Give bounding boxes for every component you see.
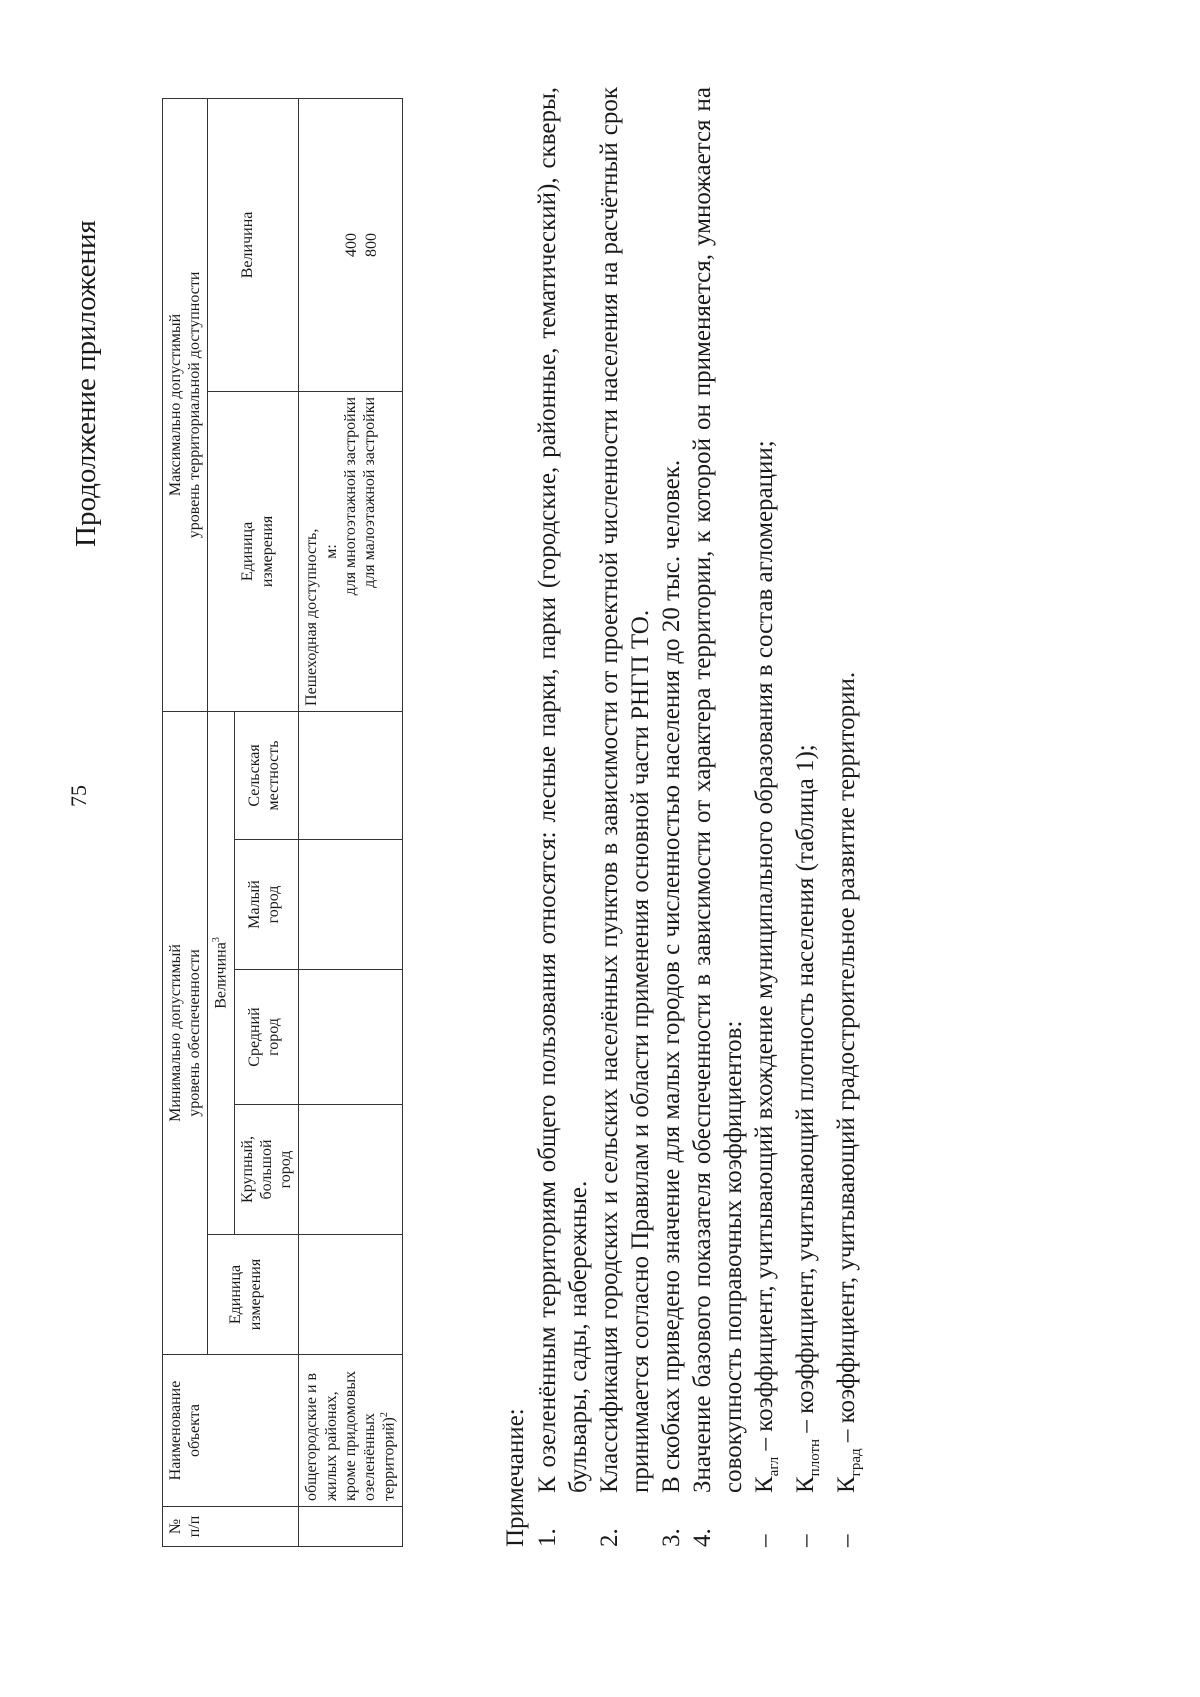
max-value-header: Величина [208,98,299,391]
row-name-cell: общегородские и в жилых районах, кроме придомовых озеленённых территорий)$^2$ [299,1355,402,1507]
page-number: 75 [66,785,91,807]
row-small-cell [299,840,402,970]
rural-header: Сельская местность [234,711,299,839]
value-header: Величина$^3$ [208,711,235,1234]
coefficient-item: – $К_{град}$ – коэффициент, учитывающий градостроительное развитие территории. [833,671,864,1547]
col-number-header: № п/п [163,1507,299,1547]
note-item: 3. В скобках приведено значение для малых городов с численностью населения до 20 тыс. человек. [658,459,685,1547]
header-row-2 [208,98,235,1546]
row-min-unit-cell [299,1235,402,1355]
row-rural-cell [299,711,402,839]
coefficient-item: – $К_{агл}$ – коэффициент, учитывающий вхождение муниципального образования в состав агломерации; [751,440,782,1547]
min-level-group-header: Минимально допустимый уровень обеспеченности [163,711,208,1354]
note-item: 1. К озеленённым территориям общего пользования относятся: лесные парки, парки (городские, районные, тематический), скверы, бульвары, сады, набережные. [534,87,592,1547]
note-item: 2. Классификация городских и сельских населённых пунктов в зависимости от проектной численности населения на расчётный срок принимается согласно Правилам и области применения основной части РНГП ТО. [596,87,654,1547]
notes-section [500,87,872,1547]
max-level-group-header: Максимально допустимый уровень территориальной доступности [163,98,208,711]
small-city-header: Малый город [234,840,299,970]
row-access-values-cell: 400 800 [299,98,402,391]
row-access-cell: Пешеходная доступность, м: для многоэтажной застройки для малоэтажной застройки [299,391,402,711]
notes-title: Примечание: [502,1408,529,1547]
col-name-header: Наименование объекта [163,1355,299,1507]
standards-table [162,98,403,1547]
note-item: 4. Значение базового показателя обеспеченности в зависимости от характера территории, к которой он применяется, умножается на совокупность поправочных коэффициентов: [689,87,747,1547]
row-medium-cell [299,970,402,1105]
max-unit-header: Единица измерения [208,391,299,711]
row-large-cell [299,1105,402,1235]
header-row-1 [163,98,208,1546]
min-unit-header: Единица измерения [208,1235,299,1355]
large-city-header: Крупный, большой город [234,1105,299,1235]
coefficient-item: – $К_{плотн}$ – коэффициент, учитывающий плотность населения (таблица 1); [792,744,823,1547]
running-header: Продолжение приложения [70,220,102,547]
row-number-cell [299,1507,402,1547]
medium-city-header: Средний город [234,970,299,1105]
table-row [299,98,402,1546]
